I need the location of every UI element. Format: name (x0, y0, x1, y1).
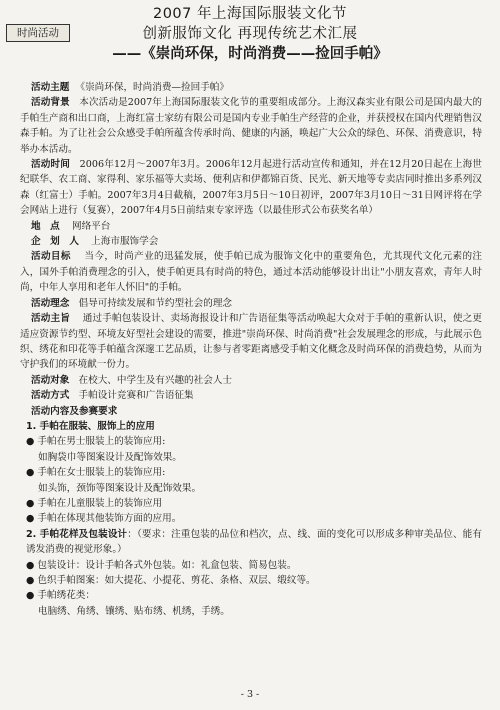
article-body (20, 80, 482, 619)
planner-row (20, 234, 482, 249)
section-1-title: 1. 手帕在服装、服饰上的应用 (26, 420, 155, 432)
s2-item-4: 电脑绣、角绣、镶绣、贴布绣、机绣，手绣。 (38, 605, 230, 617)
article-header (0, 4, 500, 64)
theme-row (20, 80, 482, 95)
section-tag: 时尚活动 (6, 24, 70, 42)
theme-text: 《崇尚环保，时尚消费—捡回手帕》 (75, 82, 229, 93)
s2-item-2: ● 色织手帕图案：如大提花、小提花、剪花、条格、双层、缎纹等。 (26, 575, 316, 586)
s2-item-1: ● 包装设计：设计手帕各式外包装。如：礼盒包装、简易包装。 (26, 559, 297, 571)
header-line-2: 创新服饰文化 再现传统艺术汇展 (142, 26, 358, 42)
section-2-row (20, 527, 482, 558)
planner-label: 企 划 人 (31, 236, 79, 248)
target-label: 活动对象 (31, 374, 70, 386)
time-text: 2006年12月～2007年3月。2006年12月起进行活动宣传和通知，并在12月20日起在上海世纪联华、农工商、家得利、家乐福等大卖场、便利店和伊都锦百货、民光、新天地等专卖店同时推出多系列汉森（红富士）手帕。2007年3月4日截稿，2007年3月5日～10日初评，2007年3月10日～31日网评将在学会网站上进行（复赛），2007年4月5日前结束专家评选（以最佳形式公布获奖名单） (20, 159, 482, 217)
method-row (20, 388, 482, 403)
purpose-label: 活动目标 (31, 251, 71, 263)
target-row (20, 373, 482, 388)
s1-item-3: ● 手帕在女士服装上的装饰应用: (26, 467, 166, 479)
concept-label: 活动理念 (31, 297, 70, 309)
s1-item-2: 如胸袋巾等图案设计及配饰效果。 (38, 451, 182, 463)
time-label: 活动时间 (31, 159, 71, 171)
requirements-label: 活动内容及参赛要求 (31, 405, 118, 417)
header-line-3: ——《崇尚环保，时尚消费——捡回手帕》 (112, 46, 388, 62)
concept-text: 倡导可持续发展和节约型社会的理念 (78, 297, 233, 309)
method-text: 手帕设计竞赛和广告语征集 (78, 390, 194, 402)
background-label: 活动背景 (31, 97, 70, 109)
page-number: - 3 - (240, 689, 260, 700)
location-row (20, 219, 482, 234)
section-2-text: ：（要求：注重包装的品位和档次，点、线、面的变化可以形成多种审美品位、能有诱发消费的视觉形象。） (26, 528, 482, 556)
time-row (20, 157, 482, 219)
location-label: 地 点 (31, 220, 60, 232)
main-theme-text: 通过手帕包装设计、卖场海报设计和广告语征集等活动唤起大众对于手帕的重新认识，使之更适应资源节约型、环境友好型社会建设的需要，推进"崇尚环保、时尚消费"社会发展理念的形成，与此展示色织、绣花和印花等手帕蕴含深邃工艺品质，让参与者零距离感受手帕文化概念及时尚环保的消费趋势，从而为守护我们的环境献一份力。 (20, 313, 483, 371)
location-text: 网络平台 (71, 220, 111, 232)
s1-item-6: ● 手帕在体现其他装饰方面的应用。 (26, 513, 182, 525)
main-theme-row (20, 311, 482, 373)
target-text: 在校大、中学生及有兴趣的社会人士 (78, 374, 233, 386)
s1-item-4: 如头饰，颈饰等图案设计及配饰效果。 (38, 482, 202, 494)
s2-item-3: ● 手帕绣花类： (26, 590, 95, 602)
method-label: 活动方式 (31, 390, 70, 402)
header-line-1: 2007 年上海国际服装文化节 (152, 6, 347, 22)
background-row (20, 95, 482, 157)
s1-item-1: ● 手帕在男士服装上的装饰应用: (26, 436, 166, 448)
purpose-text: 当今，时尚产业的迅猛发展，使手帕已成为服饰文化中的重要角色，尤其现代文化元素的注入，国外手帕消费理念的引入，使手帕更具有时尚的特色，通过本活动能够设计出让"小朋友喜欢，青年人时尚，中年人享用和老年人怀旧"的手帕。 (20, 251, 483, 294)
background-text: 本次活动是2007年上海国际服装文化节的重要组成部分。上海汉森实业有限公司是国内最大的手帕生产商和出口商，上海红富士家纺有限公司是国内专业手帕生产经营的企业，并获授权在国内代理销售汉森手帕。为了让社会公众感受手帕所蕴含传承时尚、健康的内涵，唤起广大公众的绿色、环保、消费意识，特举办本活动。 (20, 97, 482, 155)
purpose-row (20, 249, 482, 295)
planner-text: 上海市服饰学会 (91, 236, 159, 248)
section-2-title: 2. 手帕花样及包装设计 (26, 528, 128, 540)
main-theme-label: 活动主旨 (31, 313, 70, 325)
theme-label: 活动主题 (31, 82, 70, 93)
s1-item-5: ● 手帕在儿童服装上的装饰应用 (26, 497, 163, 509)
concept-row (20, 296, 482, 311)
